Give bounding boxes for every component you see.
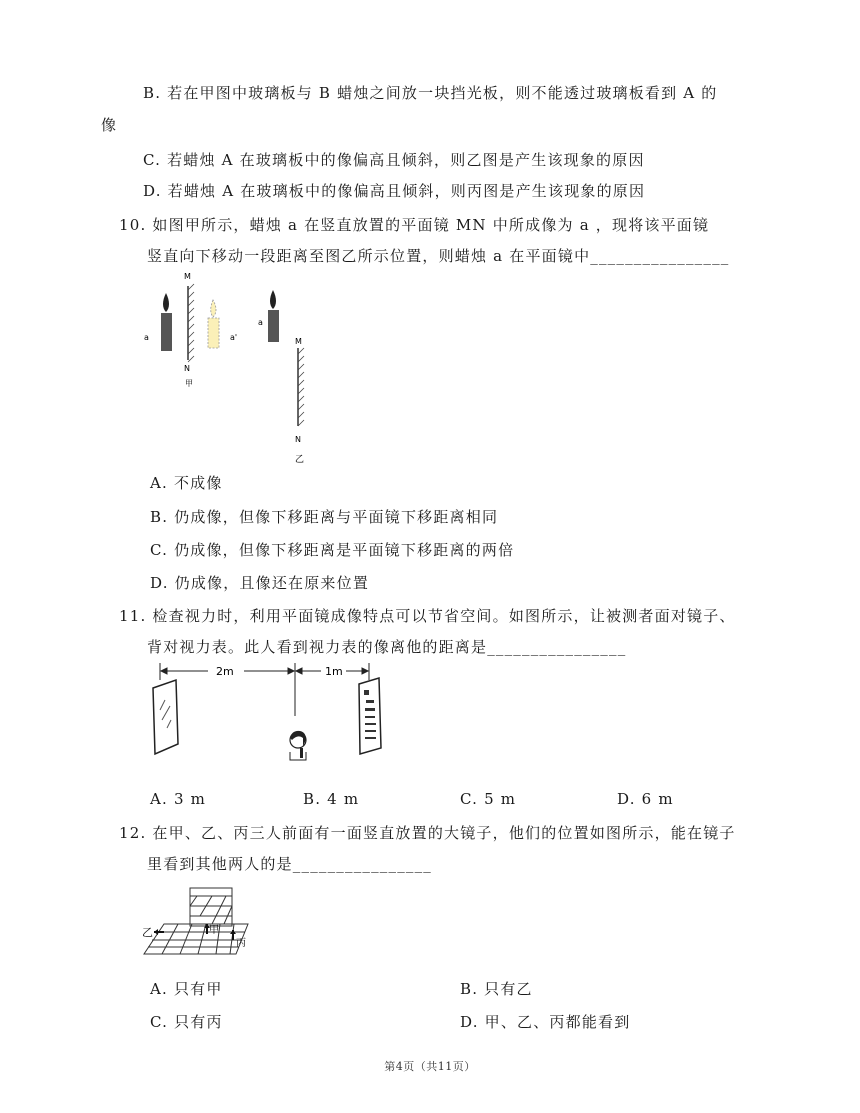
q11-option-b: B. 4 m (303, 790, 360, 808)
mirror-icon (153, 680, 178, 754)
mirror-left (188, 284, 194, 362)
q12-option-a: A. 只有甲 (150, 980, 223, 998)
label-jia: 甲 (209, 925, 219, 936)
person-icon (290, 731, 306, 760)
caption-yi: 乙 (295, 455, 305, 465)
q10-option-d: D. 仍成像，且像还在原来位置 (150, 574, 370, 592)
candle-image-a-prime (208, 300, 219, 348)
q12-option-c: C. 只有丙 (150, 1013, 223, 1031)
mirror-grid (190, 888, 232, 926)
q12-stem-line1: 12. 在甲、乙、丙三人前面有一面竖直放置的大镜子，他们的位置如图所示，能在镜子 (119, 824, 736, 842)
q10-stem-line2: 竖直向下移动一段距离至图乙所示位置，则蜡烛 a 在平面镜中________________ (147, 247, 730, 265)
q10-figure (140, 268, 320, 468)
q11-figure (140, 658, 390, 770)
q10-option-a: A. 不成像 (150, 474, 223, 492)
label-a-left: a (144, 333, 149, 342)
q9-option-c: C. 若蜡烛 A 在玻璃板中的像偏高且倾斜，则乙图是产生该现象的原因 (143, 151, 645, 169)
label-m-right: M (295, 337, 302, 346)
q11-option-d: D. 6 m (617, 790, 674, 808)
q11-stem-line1: 11. 检查视力时，利用平面镜成像特点可以节省空间。如图所示，让被测者面对镜子、 (119, 607, 736, 625)
distance-2m: 2m (216, 665, 234, 678)
q9-option-d: D. 若蜡烛 A 在玻璃板中的像偏高且倾斜，则丙图是产生该现象的原因 (143, 182, 646, 200)
candle-a-left (161, 293, 172, 351)
eye-chart-icon (359, 678, 381, 754)
q12-stem-line2: 里看到其他两人的是________________ (147, 855, 433, 873)
q9-option-b-line2: 像 (101, 116, 118, 134)
label-yi: 乙 (142, 926, 153, 939)
q11-stem-line2: 背对视力表。此人看到视力表的像离他的距离是________________ (147, 638, 627, 656)
caption-jia: 甲 (185, 379, 193, 388)
q12-option-b: B. 只有乙 (460, 980, 533, 998)
mirror-right (298, 348, 304, 426)
q11-option-a: A. 3 m (150, 790, 207, 808)
q10-option-c: C. 仍成像，但像下移距离是平面镜下移距离的两倍 (150, 541, 515, 559)
q11-option-c: C. 5 m (460, 790, 517, 808)
label-a-prime: a' (230, 333, 238, 342)
label-n-right: N (295, 435, 301, 444)
label-m-left: M (184, 272, 191, 281)
q10-option-b: B. 仍成像，但像下移距离与平面镜下移距离相同 (150, 508, 499, 526)
candle-a-right (268, 290, 279, 342)
q10-stem-line1: 10. 如图甲所示，蜡烛 a 在竖直放置的平面镜 MN 中所成像为 a ，现将该平面镜 (119, 216, 710, 234)
page-footer: 第4页（共11页） (384, 1060, 476, 1073)
label-bing: 丙 (236, 938, 246, 949)
label-a-right: a (258, 318, 263, 327)
label-n-left: N (184, 364, 190, 373)
q12-figure (140, 884, 270, 960)
distance-1m: 1m (325, 665, 343, 678)
q12-option-d: D. 甲、乙、丙都能看到 (460, 1013, 631, 1031)
q9-option-b-line1: B. 若在甲图中玻璃板与 B 蜡烛之间放一块挡光板，则不能透过玻璃板看到 A 的 (143, 84, 718, 102)
